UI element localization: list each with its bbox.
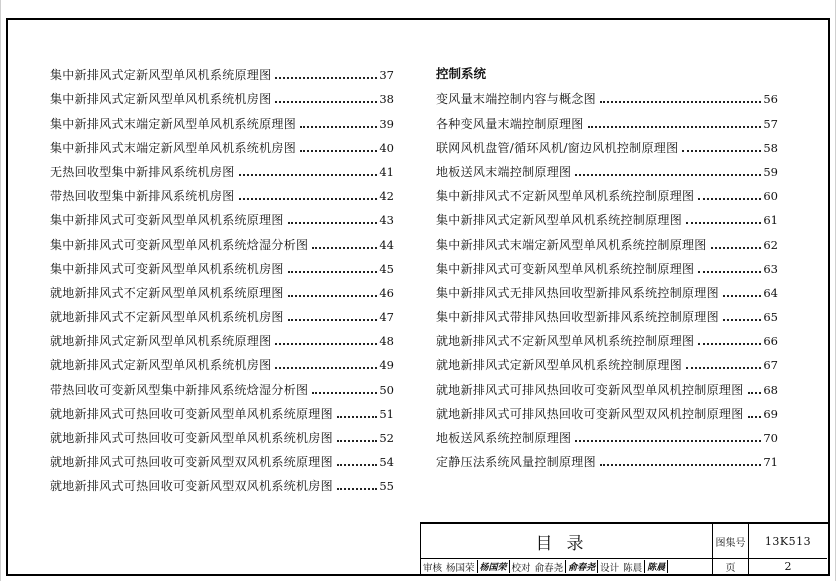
toc-entry-title: 就地新排风式定新风型单风机系统原理图 <box>50 334 272 349</box>
toc-entry <box>436 445 778 469</box>
toc-entry <box>436 300 778 324</box>
toc-entry <box>50 421 394 445</box>
dot-leader <box>748 391 762 394</box>
toc-entry-page: 60 <box>763 189 778 204</box>
toc-entry <box>50 131 394 155</box>
toc-entry-title: 集中新排风式可变新风型单风机系统机房图 <box>50 261 284 276</box>
dot-leader <box>288 221 378 224</box>
toc-entry <box>50 179 394 203</box>
toc-entry <box>436 227 778 251</box>
toc-entry-title: 地板送风系统控制原理图 <box>436 431 572 445</box>
dot-leader <box>288 318 378 321</box>
toc-entry <box>50 82 394 106</box>
toc-entry-title: 就地新排风式可热回收可变新风型单风机系统原理图 <box>50 406 333 421</box>
toc-entry-page: 55 <box>379 479 394 494</box>
toc-entry-page: 38 <box>379 92 394 107</box>
toc-entry <box>50 203 394 227</box>
toc-entry <box>50 58 394 82</box>
section-heading-control-system: 控制系统 <box>436 66 487 82</box>
toc-entry-page: 71 <box>763 455 778 470</box>
toc-entry <box>436 324 778 348</box>
dot-leader <box>239 173 378 176</box>
dot-leader <box>288 294 378 297</box>
toc-entry-title: 就地新排风式可热回收可变新风型单风机系统机房图 <box>50 431 333 445</box>
toc-entry-title: 就地新排风式不定新风型单风机系统机房图 <box>50 310 284 325</box>
toc-entry-page: 50 <box>379 382 394 397</box>
atlas-number: 13K513 <box>749 524 827 559</box>
checker-name: 俞春尧 <box>534 562 564 574</box>
toc-entry <box>50 445 394 469</box>
designer-name: 陈晨 <box>623 562 643 574</box>
dot-leader <box>275 342 377 345</box>
dot-leader <box>337 415 377 418</box>
toc-entry-page: 52 <box>379 431 394 445</box>
toc-entry-page: 37 <box>379 68 394 83</box>
toc-entry-title: 带热回收可变新风型集中新排风系统焓湿分析图 <box>50 382 309 397</box>
toc-entry-title: 集中新排风式定新风型单风机系统控制原理图 <box>436 213 683 228</box>
dot-leader <box>686 221 761 224</box>
toc-entry-page: 65 <box>763 310 778 325</box>
toc-entry-page: 66 <box>763 334 778 349</box>
toc-entry-page: 44 <box>379 237 394 252</box>
atlas-number-label: 图集号 <box>713 524 749 559</box>
dot-leader <box>600 100 761 103</box>
toc-entry-title: 就地新排风式可热回收可变新风型双风机系统机房图 <box>50 479 333 494</box>
dot-leader <box>337 439 377 442</box>
toc-entry-page: 42 <box>379 189 394 204</box>
toc-entry <box>436 276 778 300</box>
toc-entry <box>50 276 394 300</box>
page-label: 页 <box>713 559 749 574</box>
toc-entry-title: 地板送风末端控制原理图 <box>436 164 572 179</box>
toc-entry-title: 就地新排风式可排风热回收可变新风型双风机控制原理图 <box>436 406 744 421</box>
toc-entry-title: 就地新排风式定新风型单风机系统机房图 <box>50 358 272 373</box>
dot-leader <box>288 270 378 273</box>
dot-leader <box>698 270 761 273</box>
toc-entry <box>50 469 394 493</box>
toc-entry <box>436 348 778 372</box>
dot-leader <box>312 391 377 394</box>
dot-leader <box>575 439 761 442</box>
reviewer-signature: 杨国荣 <box>477 560 510 573</box>
dot-leader <box>686 366 761 369</box>
toc-entry <box>436 106 778 130</box>
dot-leader <box>312 246 377 249</box>
toc-entry-page: 41 <box>379 164 394 179</box>
toc-entry-title: 各种变风量末端控制原理图 <box>436 116 584 131</box>
toc-entry-page: 67 <box>763 358 778 373</box>
toc-entry-title: 联网风机盘管/循环风机/窗边风机控制原理图 <box>436 140 679 155</box>
toc-entry-page: 51 <box>379 406 394 421</box>
toc-entry-title: 带热回收型集中新排风系统机房图 <box>50 189 235 204</box>
page-number: 2 <box>784 560 792 573</box>
toc-entry-title: 就地新排风式定新风型单风机系统控制原理图 <box>436 358 683 373</box>
toc-entry <box>50 300 394 324</box>
dot-leader <box>682 149 761 152</box>
dot-leader <box>711 246 762 249</box>
dot-leader <box>275 366 377 369</box>
toc-entry <box>50 106 394 130</box>
toc-entry <box>436 397 778 421</box>
toc-entry <box>50 324 394 348</box>
dot-leader <box>337 463 377 466</box>
title-block <box>420 522 828 574</box>
toc-entry-page: 48 <box>379 334 394 349</box>
dot-leader <box>275 76 377 79</box>
toc-entry-title: 定静压法系统风量控制原理图 <box>436 455 596 470</box>
toc-entry-title: 集中新排风式不定新风型单风机系统控制原理图 <box>436 189 695 204</box>
dot-leader <box>300 149 377 152</box>
dot-leader <box>698 197 761 200</box>
toc-entry-title: 就地新排风式不定新风型单风机系统原理图 <box>50 285 284 300</box>
check-label: 校对 <box>511 562 531 574</box>
designer-signature: 陈晨 <box>644 560 668 573</box>
toc-entry <box>436 179 778 203</box>
toc-entry-page: 43 <box>379 213 394 228</box>
toc-entry-page: 61 <box>763 213 778 228</box>
dot-leader <box>748 415 762 418</box>
toc-entry-page: 68 <box>763 382 778 397</box>
toc-entry-title: 集中新排风式定新风型单风机系统原理图 <box>50 68 272 83</box>
toc-entry-title: 集中新排风式可变新风型单风机系统焓湿分析图 <box>50 237 309 252</box>
toc-entry-title: 集中新排风式无排风热回收型新排风系统控制原理图 <box>436 285 719 300</box>
reviewer-name: 杨国荣 <box>446 562 475 574</box>
dot-leader <box>275 100 377 103</box>
dot-leader <box>239 197 378 200</box>
toc-entry-title: 无热回收型集中新排风系统机房图 <box>50 164 235 179</box>
toc-entry-page: 59 <box>763 164 778 179</box>
dot-leader <box>588 125 762 128</box>
dot-leader <box>575 173 761 176</box>
review-label: 审核 <box>423 562 443 574</box>
design-label: 设计 <box>600 562 620 574</box>
toc-entry-title: 集中新排风式可变新风型单风机系统控制原理图 <box>436 261 695 276</box>
toc-entry-title: 集中新排风式末端定新风型单风机系统原理图 <box>50 116 297 131</box>
toc-entry <box>50 155 394 179</box>
toc-entry <box>436 155 778 179</box>
dot-leader <box>337 487 377 490</box>
toc-entry <box>436 421 778 445</box>
dot-leader <box>723 294 761 297</box>
dot-leader <box>600 463 761 466</box>
title-block-title: 目录 <box>421 524 713 559</box>
dot-leader <box>698 342 761 345</box>
toc-left-column <box>50 58 394 493</box>
toc-entry-page: 45 <box>379 261 394 276</box>
checker-signature: 俞春尧 <box>565 560 598 573</box>
toc-entry-page: 64 <box>763 285 778 300</box>
toc-entry-page: 49 <box>379 358 394 373</box>
toc-entry <box>436 372 778 396</box>
dot-leader <box>300 125 377 128</box>
toc-entry-page: 63 <box>763 261 778 276</box>
toc-entry-title: 就地新排风式可排风热回收可变新风型单风机控制原理图 <box>436 382 744 397</box>
toc-entry-page: 69 <box>763 406 778 421</box>
toc-entry-page: 54 <box>379 455 394 470</box>
toc-entry <box>50 372 394 396</box>
dot-leader <box>723 318 761 321</box>
toc-entry <box>436 252 778 276</box>
toc-entry-page: 46 <box>379 285 394 300</box>
toc-entry <box>436 131 778 155</box>
toc-entry-page: 47 <box>379 310 394 325</box>
toc-entry <box>50 348 394 372</box>
toc-entry-title: 集中新排风式可变新风型单风机系统原理图 <box>50 213 284 228</box>
toc-entry <box>50 227 394 251</box>
toc-right-column <box>436 58 778 469</box>
toc-entry-title: 集中新排风式末端定新风型单风机系统机房图 <box>50 140 297 155</box>
toc-entry-page: 40 <box>379 140 394 155</box>
toc-entry-page: 70 <box>763 431 778 445</box>
toc-entry-title: 集中新排风式带排风热回收型新排风系统控制原理图 <box>436 310 719 325</box>
toc-entry-title: 变风量末端控制内容与概念图 <box>436 92 596 107</box>
toc-entry <box>436 82 778 106</box>
toc-right-entries <box>436 82 778 469</box>
toc-entry <box>436 203 778 227</box>
toc-entry-page: 39 <box>379 116 394 131</box>
toc-entry-page: 58 <box>763 140 778 155</box>
toc-entry-page: 57 <box>763 116 778 131</box>
toc-entry-page: 62 <box>763 237 778 252</box>
signature-row <box>421 559 713 574</box>
toc-entry-title: 集中新排风式定新风型单风机系统机房图 <box>50 92 272 107</box>
toc-entry-title: 就地新排风式不定新风型单风机系统控制原理图 <box>436 334 695 349</box>
toc-entry <box>50 397 394 421</box>
toc-entry-title: 集中新排风式末端定新风型单风机系统控制原理图 <box>436 237 707 252</box>
toc-entry-page: 56 <box>763 92 778 107</box>
toc-entry-title: 就地新排风式可热回收可变新风型双风机系统原理图 <box>50 455 333 470</box>
toc-entry <box>50 252 394 276</box>
